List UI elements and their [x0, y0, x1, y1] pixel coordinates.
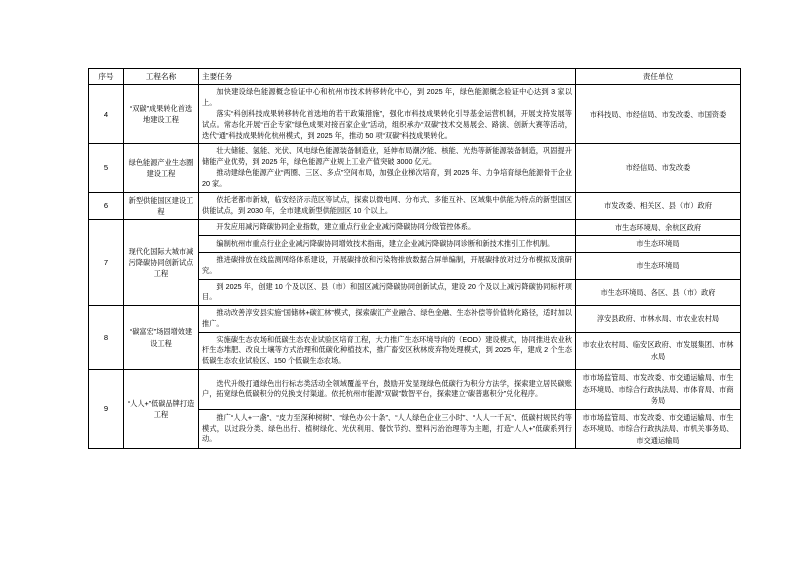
row-number: 8 — [89, 306, 124, 370]
responsible-unit: 市经信局、市发改委 — [576, 144, 741, 192]
header-cell-no: 序号 — [89, 69, 124, 85]
responsible-unit: 市生态环境局、各区、县（市）政府 — [576, 279, 741, 306]
header-cell-unit: 责任单位 — [576, 69, 741, 85]
table-body — [89, 85, 741, 449]
table-row — [89, 85, 741, 144]
project-name: 绿色能源产业生态圈建设工程 — [124, 144, 199, 192]
main-tasks — [199, 85, 576, 144]
responsible-unit: 市农业农村局、临安区政府、市发展集团、市林水局 — [576, 332, 741, 369]
table-row — [89, 144, 741, 192]
project-name: 现代化国际大城市减污降碳协同创新试点工程 — [124, 219, 199, 305]
project-name: “碳富宏”场固增效建设工程 — [124, 306, 199, 370]
main-tasks — [199, 252, 576, 279]
table-row — [89, 192, 741, 219]
responsible-unit: 市生态环境局、余杭区政府 — [576, 219, 741, 236]
project-name: 新型供能国区建设工程 — [124, 192, 199, 219]
responsible-unit: 淳安县政府、市林水局、市农业农村局 — [576, 306, 741, 333]
responsible-unit: 市科技局、市经信局、市发改委、市国资委 — [576, 85, 741, 144]
task-paragraph: 推进碳排放在线监测网络体系建设，开展碳排放和污染物排放数据合屏单编制，开展碳排放对过分布模拟及演研究。 — [202, 254, 572, 275]
header-cell-task: 主要任务 — [199, 69, 576, 85]
responsible-unit: 市生态环境局 — [576, 236, 741, 253]
table-header — [89, 69, 741, 85]
table-row — [89, 219, 741, 236]
responsible-unit: 市发改委、相关区、县（市）政府 — [576, 192, 741, 219]
row-number: 6 — [89, 192, 124, 219]
main-tasks — [199, 279, 576, 306]
main-tasks — [199, 144, 576, 192]
task-paragraph: 推广“人人+一盏”、“皮力至深种树树”、“绿色办公十条”、“人人绿色企业三小时”、“人人一千瓦”、低碳村规民约等模式，以过段分类、绿色出行、植树绿化、光伏利用、餐饮节约、塑料污治治理等为主题，打造“人人+”低碳系列行动。 — [202, 412, 572, 444]
table-container — [88, 68, 734, 449]
responsible-unit: 市市场监管局、市发改委、市交通运输局、市生态环境局、市综合行政执法局、市机关事务局、市交通运输局 — [576, 409, 741, 449]
task-paragraph: 到 2025 年，创建 10 个及以区、县（市）和国区减污降碳协同创新试点，建设 20 个及以上减污降碳协同标杆项目。 — [202, 281, 572, 302]
task-paragraph: 编制杭州市重点行业企业减污降碳协同增效技术指南，建立企业减污降碳协同诊断和新技术推引工作机制。 — [216, 238, 555, 248]
row-number: 4 — [89, 85, 124, 144]
table-header-row — [89, 69, 741, 85]
task-paragraph: 推动改善淳安县实施“国储林+碳汇林”模式，探索碳汇产业融合、绿色金融、生态补偿等价值转化路径，适时加以推广。 — [202, 308, 572, 328]
responsible-unit: 市市场监管局、市发改委、市交通运输局、市生态环境局、市综合行政执法局、市体育局、市商务局 — [576, 370, 741, 410]
responsible-unit: 市生态环境局 — [576, 252, 741, 279]
main-tasks — [199, 219, 576, 236]
project-name: “双碳”成果转化首选地建设工程 — [124, 85, 199, 144]
row-number: 5 — [89, 144, 124, 192]
task-paragraph: 推动建绿色能源产业“两圈、三区、多点”空间布局，加强企业梯次培育，到 2025 年、力争培育绿色能源骨干企业 20 家。 — [202, 167, 572, 188]
main-tasks — [199, 370, 576, 410]
table-row — [89, 370, 741, 410]
header-cell-name: 工程名称 — [124, 69, 199, 85]
task-paragraph: 开发应用减污降碳协同企业指数，建立重点行业企业减污降碳协同分级管控体系。 — [216, 222, 476, 232]
task-paragraph: 实施碳生态农场和低碳生态农业试验区培育工程，大力推广生态环境导向的（EOD）建设模式，协同推进农业秋杆生态堆肥、改良土壤等方式治理和低碳化种植技术，推广畜安区秋林废弃物处理模式，到 2025 年，建成 2 个生态低碳生态农业试验区、150 个低碳生态农场。 — [202, 334, 572, 366]
main-tasks — [199, 306, 576, 333]
task-paragraph: 依托老都市新城，临安经济示范区等试点，探索以微电网、分布式、多能互补、区域集中供能为特点的新型国区供能试点，到 2030 年，全市建成新型供能园区 10 个以上。 — [202, 194, 572, 215]
task-paragraph: 落实“科创科技成果转移转化首选地的若干政策措施”，强化市科技成果转化引导基金运营机制，开展支持发展等试点。常态化开展“百企专家”绿色成果对接百家企业”活动，组织承办“双碳”技术交易展会、路演、创新大赛等活动，迭代“通”科技成果转化杭州模式，到 2025 年，推动 50 项“双碳”科技成果转化。 — [202, 108, 572, 140]
main-tasks — [199, 192, 576, 219]
project-name: “人人+”低碳品牌打造工程 — [124, 370, 199, 449]
task-paragraph: 迭代升级打通绿色出行标志类活动全领域覆盖平台，鼓励开发显现绿色低碳行为积分方法学，探索建立居民碳账户，拓宽绿色低碳积分的兑换支付渠道。依托杭州市能源“双碳”数智平台，探索建立“碳普惠积分”兑化程序。 — [202, 378, 572, 399]
main-tasks — [199, 236, 576, 253]
main-tasks — [199, 332, 576, 369]
row-number: 7 — [89, 219, 124, 305]
task-paragraph: 壮大储能、氢能、光伏、风电绿色能源装备制造业，延伸布局潮汐能、核能、光热等新能源装备制造，巩固提升储能产业优势，到 2025 年，绿色能源产业规上工业产值突破 3000 亿元。 — [202, 146, 572, 167]
task-paragraph: 加快建设绿色能源概念验证中心和杭州市技术转移转化中心，到 2025 年，绿色能源概念验证中心达到 3 家以上。 — [202, 87, 572, 108]
main-table — [88, 68, 741, 449]
main-tasks — [199, 409, 576, 449]
table-row — [89, 306, 741, 333]
row-number: 9 — [89, 370, 124, 449]
